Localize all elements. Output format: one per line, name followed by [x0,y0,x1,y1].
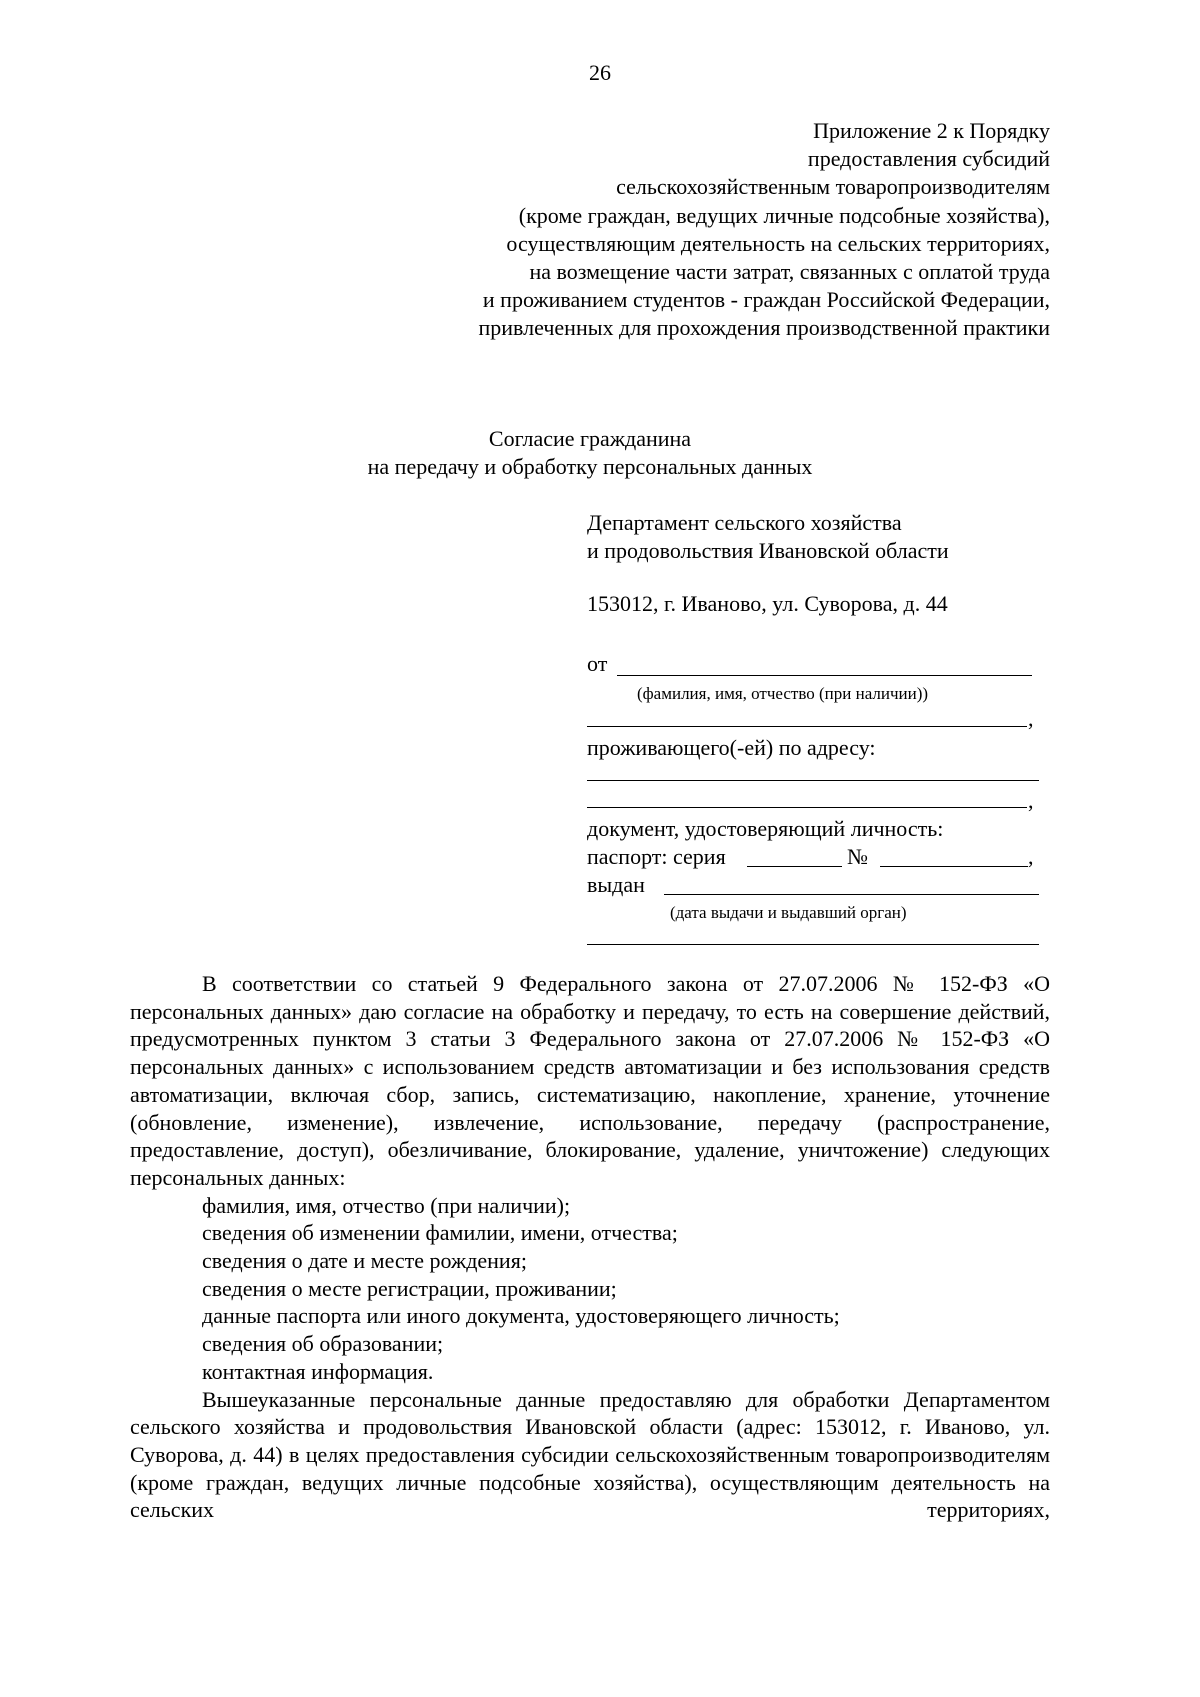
recipient-block [587,509,949,565]
list-item: сведения о месте регистрации, проживании; [202,1275,617,1301]
purpose-line: сельскохозяйственным товаропроизводителям (кроме граждан, ведущих личные [130,1441,1051,1495]
intro-line: данных: [269,1164,346,1190]
fio-caption: (фамилия, имя, отчество (при наличии)) [637,684,929,703]
intro-line: автоматизации и без использования средств автоматизации, включая сбор, запись, [130,1054,1050,1107]
intro-line: В соответствии со статьей 9 Федерального закона от 27.07.2006 № 152-ФЗ [202,971,1008,996]
issued-label: выдан [587,872,645,897]
page-number: 26 [589,60,611,85]
appendix-line: привлеченных для прохождения производственной практики [478,315,1050,341]
appendix-line: предоставления субсидий [807,146,1050,172]
recipient-address: 153012, г. Иваново, ул. Суворова, д. 44 [587,591,948,616]
passport-number-input[interactable] [880,866,1028,867]
list-item: контактная информация. [202,1358,434,1384]
document-label: документ, удостоверяющий личность: [587,816,944,841]
appendix-line: и проживанием студентов - граждан Российской Федерации, [482,287,1050,313]
consent-body [130,970,1050,1524]
appendix-line: сельскохозяйственным товаропроизводителям [616,174,1050,200]
number-sign: № [847,844,868,869]
intro-line: обезличивание, блокирование, удаление, уничтожение) следующих персональных [130,1137,1050,1190]
purpose-line: Вышеуказанные персональные данные предоставляю для обработки [202,1386,890,1412]
title-line-2: на передачу и обработку персональных данных [367,454,813,479]
intro-line: на совершение действий, предусмотренных пунктом 3 статьи 3 Федерального закона от [130,998,1051,1052]
from-label: от [587,651,608,676]
issued-caption: (дата выдачи и выдавший орган) [670,903,907,922]
comma: , [1028,706,1034,731]
purpose-paragraph [130,1386,1050,1525]
residing-label: проживающего(-ей) по адресу: [587,735,876,760]
purpose-line: подсобные хозяйства), осуществляющим деятельность на сельских территориях, [130,1469,1050,1523]
passport-series-input[interactable] [747,866,842,867]
appendix-line: на возмещение части затрат, связанных с оплатой труда [529,259,1050,285]
list-item: данные паспорта или иного документа, удостоверяющего личность; [202,1303,840,1329]
intro-line: извлечение, использование, передачу (распространение, предоставление, доступ), [130,1109,1050,1163]
appendix-header [330,117,1050,343]
list-item: фамилия, имя, отчество (при наличии); [202,1192,571,1218]
list-item: сведения об образовании; [202,1331,444,1357]
address-input-line[interactable] [587,780,1039,781]
purpose-line: Департаментом сельского хозяйства и продовольствия Ивановской области [130,1386,1051,1440]
title-line-1: Согласие гражданина [488,426,692,451]
comma: , [1028,844,1034,869]
issued-input-line-2[interactable] [587,944,1039,945]
document-title [0,425,1180,481]
passport-label: паспорт: серия [587,844,726,869]
purpose-line: (адрес: 153012, г. Иваново, ул. Суворова, д. 44) в целях предоставления субсидии [130,1414,1050,1467]
intro-line: 27.07.2006 № 152-ФЗ «О персональных данных» с использованием средств [130,1026,1051,1080]
appendix-line: осуществляющим деятельность на сельских территориях, [506,230,1050,256]
fio-input-line[interactable] [617,675,1032,676]
comma: , [1028,788,1034,813]
list-item: сведения об изменении фамилии, имени, отчества; [202,1220,678,1246]
issued-input-line[interactable] [664,894,1039,895]
recipient-line-1: Департамент сельского хозяйства [587,510,902,535]
list-item: сведения о дате и месте рождения; [202,1248,527,1274]
intro-line: систематизацию, накопление, хранение, уточнение (обновление, изменение), [130,1081,1050,1135]
recipient-line-2: и продовольствия Ивановской области [587,538,949,563]
appendix-line: Приложение 2 к Порядку [813,118,1050,143]
intro-line: «О персональных данных» даю согласие на обработку и передачу, то есть [130,971,1051,1024]
fio-input-line-2[interactable] [587,726,1027,727]
address-input-line-2[interactable] [587,807,1027,808]
appendix-line: (кроме граждан, ведущих личные подсобные хозяйства), [518,202,1050,228]
consent-paragraph [130,970,1050,1192]
